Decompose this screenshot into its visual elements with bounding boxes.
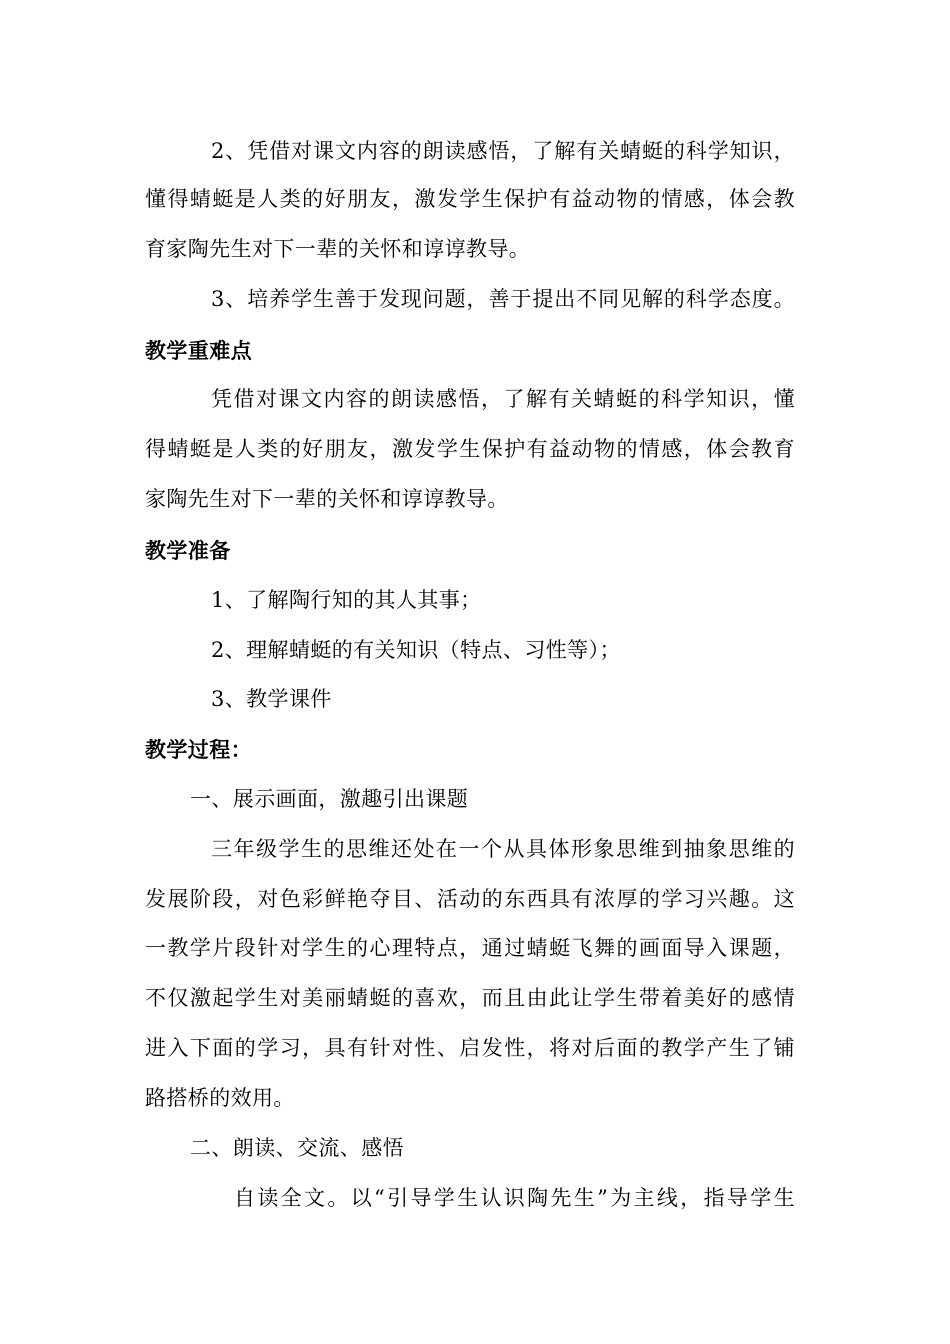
heading-preparation: 教学准备 [145, 539, 231, 563]
heading-process: 教学过程： [145, 738, 252, 762]
objective-2-line-3: 育家陶先生对下一辈的关怀和谆谆教导。 [145, 237, 531, 261]
section-1-para-line-3: 一教学片段针对学生的心理特点，通过蜻蜓飞舞的画面导入课题， [145, 936, 795, 960]
section-2-para-line-1: 自读全文。以“引导学生认识陶先生”为主线，指导学生 [234, 1186, 795, 1210]
key-points-line-2: 得蜻蜓是人类的好朋友，激发学生保护有益动物的情感，体会教育 [145, 437, 795, 461]
preparation-item-3: 3、教学课件 [211, 687, 332, 711]
key-points-line-3: 家陶先生对下一辈的关怀和谆谆教导。 [145, 487, 509, 511]
heading-key-points: 教学重难点 [145, 339, 252, 363]
preparation-item-1: 1、了解陶行知的其人其事； [211, 588, 482, 612]
section-1-para-line-1: 三年级学生的思维还处在一个从具体形象思维到抽象思维的 [211, 837, 795, 861]
objective-3-line: 3、培养学生善于发现问题，善于提出不同见解的科学态度。 [211, 287, 795, 311]
section-1-para-line-6: 路搭桥的效用。 [145, 1086, 295, 1110]
section-1-para-line-5: 进入下面的学习，具有针对性、启发性，将对后面的教学产生了铺 [145, 1036, 795, 1060]
section-1-para-line-2: 发展阶段，对色彩鲜艳夺目、活动的东西具有浓厚的学习兴趣。这 [145, 887, 795, 911]
key-points-line-1: 凭借对课文内容的朗读感悟，了解有关蜻蜓的科学知识，懂 [211, 387, 795, 411]
objective-2-line-1: 2、凭借对课文内容的朗读感悟，了解有关蜻蜓的科学知识， [211, 139, 795, 163]
section-1-title: 一、展示画面，激趣引出课题 [190, 787, 469, 811]
section-1-para-line-4: 不仅激起学生对美丽蜻蜓的喜欢，而且由此让学生带着美好的感情 [145, 986, 795, 1010]
objective-2-line-2: 懂得蜻蜓是人类的好朋友，激发学生保护有益动物的情感，体会教 [145, 187, 795, 211]
preparation-item-2: 2、理解蜻蜓的有关知识（特点、习性等）； [211, 638, 621, 662]
section-2-title: 二、朗读、交流、感悟 [190, 1136, 404, 1160]
